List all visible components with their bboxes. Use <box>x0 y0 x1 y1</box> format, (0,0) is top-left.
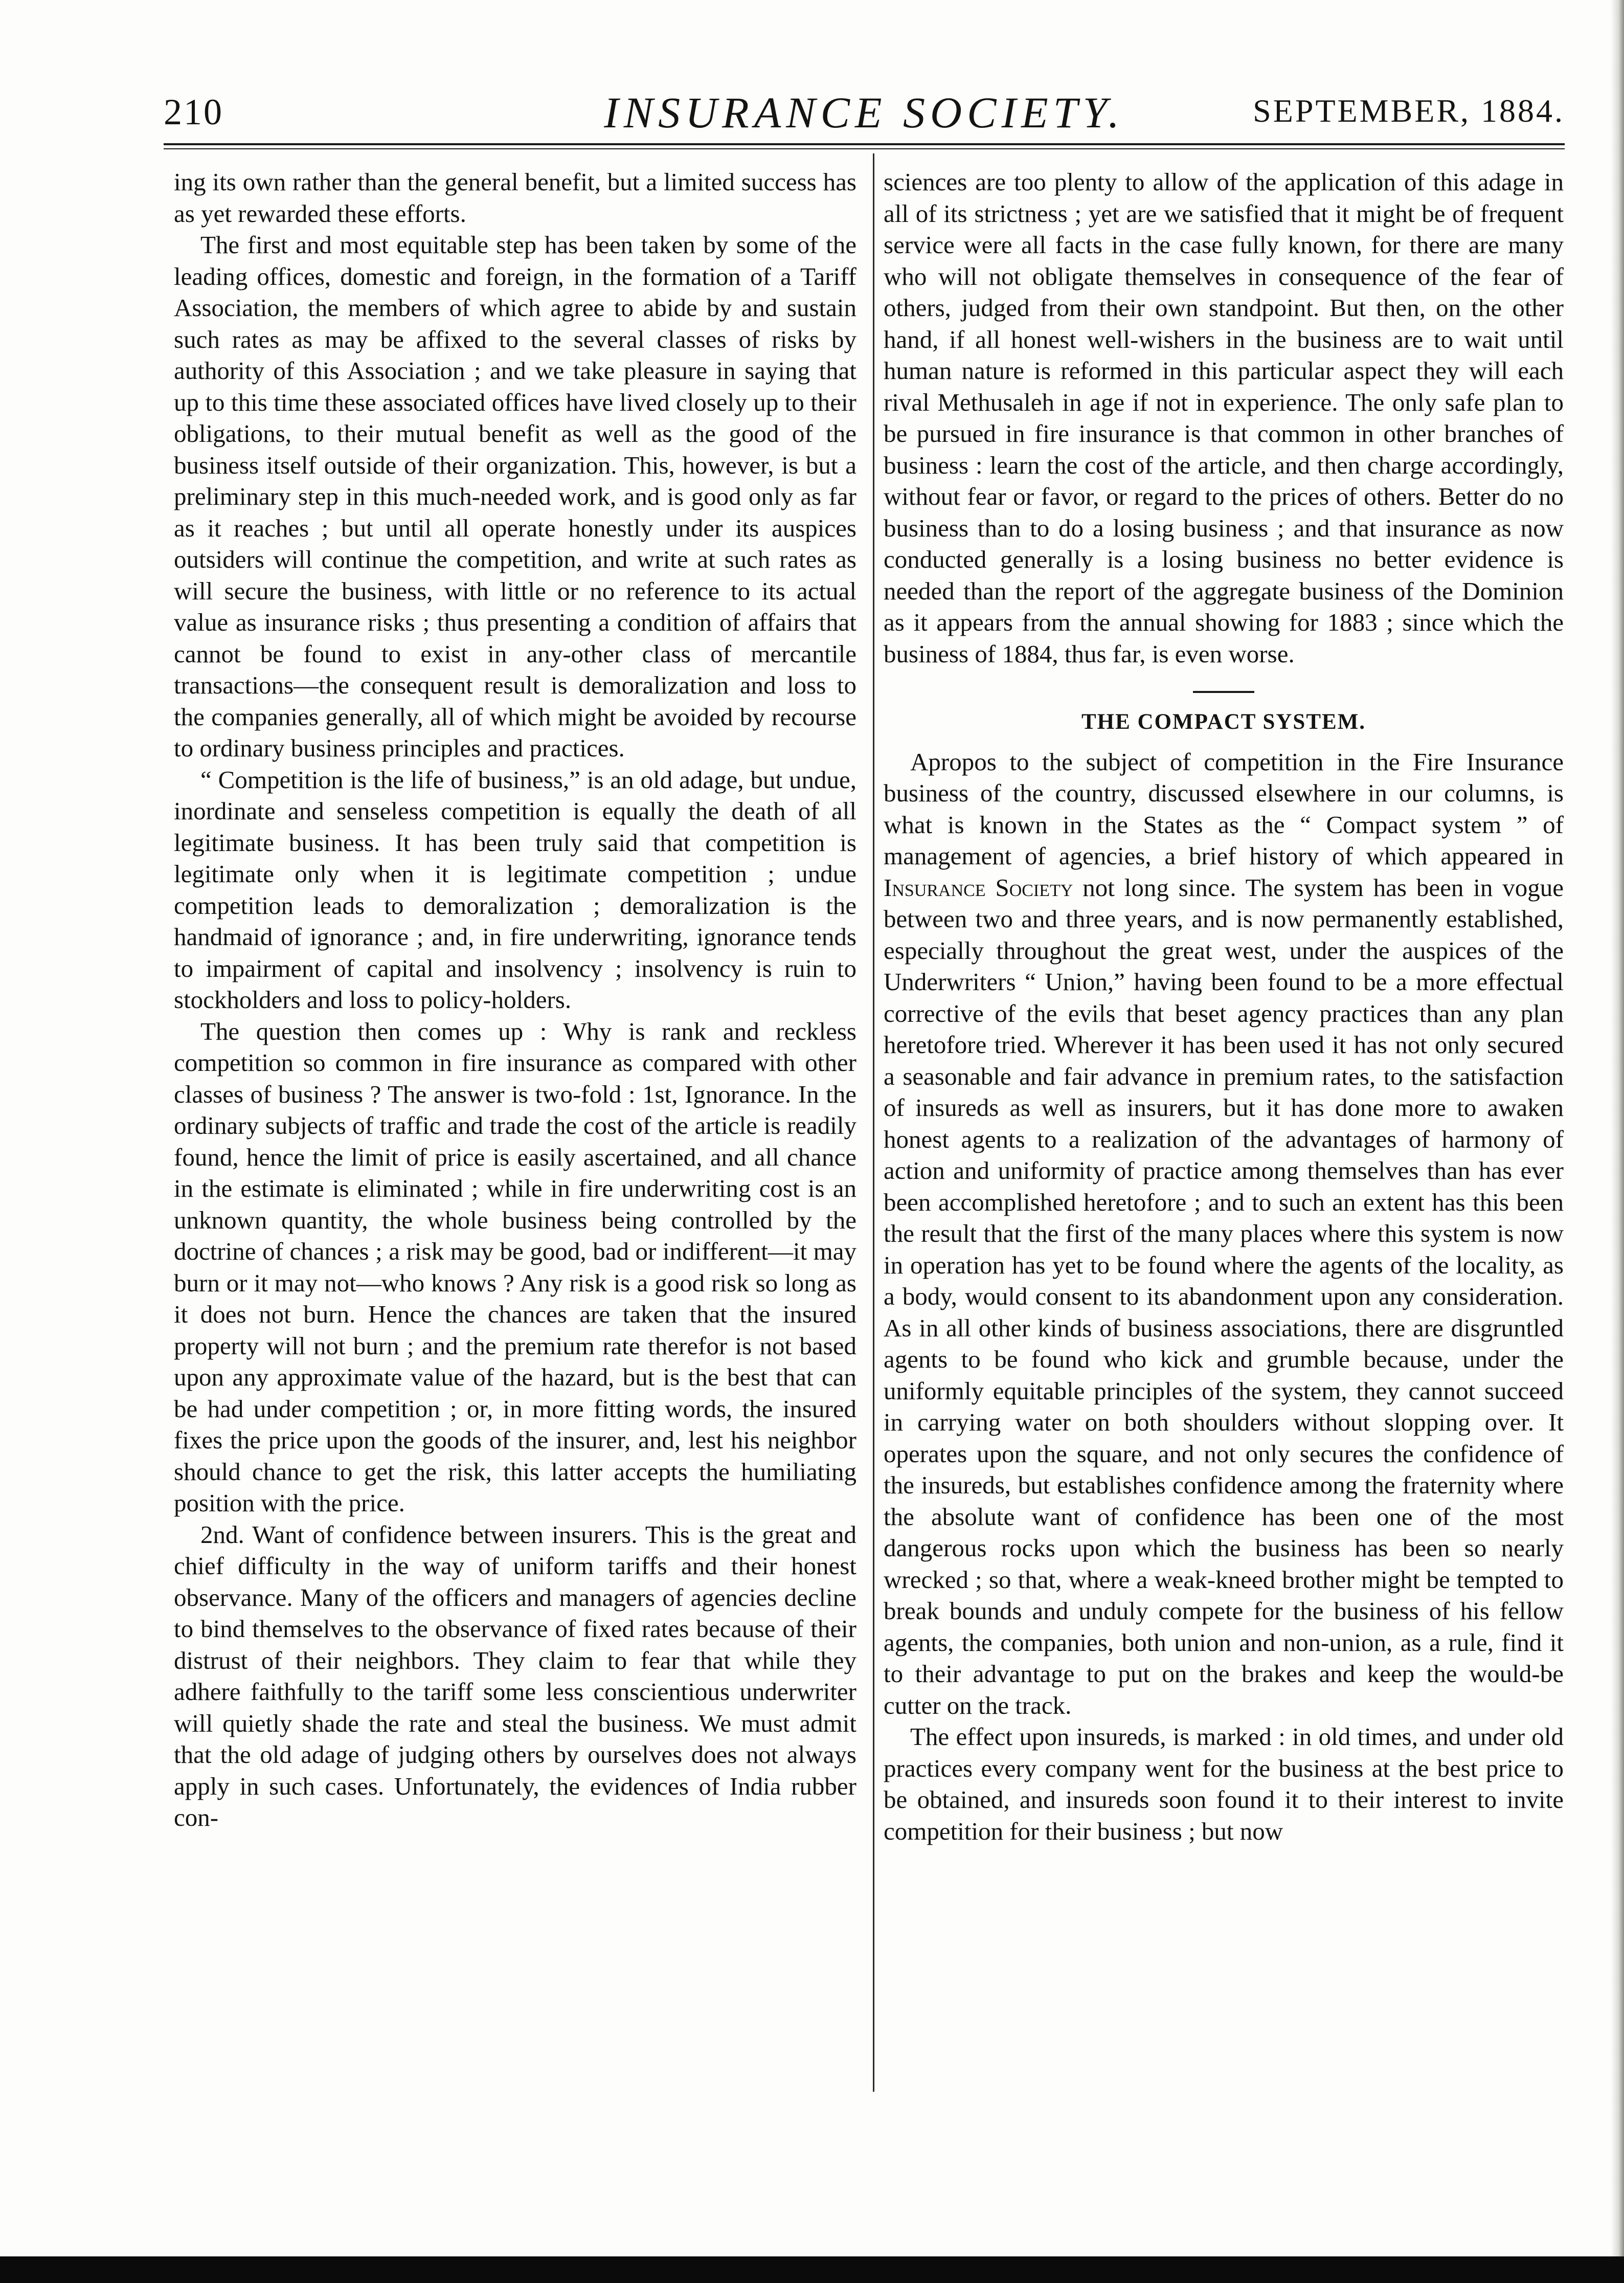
journal-title: INSURANCE SOCIETY. <box>604 88 1124 137</box>
paragraph: The question then comes up : Why is rank and reckless competition so common in fire insurance as compared with other classes of business ? The answer is two-fold : 1st, Ignorance. In the ordinary subjects of traffic and trade the cost of the article is readily found, hence the limit of price is easily ascertained, and all chance in the estimate is eliminated ; while in fire underwriting cost is an unknown quantity, the whole business being controlled by the doctrine of chances ; a risk may be good, bad or indifferent—it may burn or it may not—who knows ? Any risk is a good risk so long as it does not burn. Hence the chances are taken that the insured property will not burn ; and the premium rate therefor is not based upon any approximate value of the hazard, but is the best that can be had under competition ; or, in more fitting words, the insured fixes the price upon the goods of the insurer, and, lest his neighbor should chance to get the risk, this latter accepts the humiliating position with the price. <box>174 1017 856 1517</box>
binding-edge <box>1611 0 1624 2283</box>
right-column <box>884 166 1564 1847</box>
paragraph: “ Competition is the life of business,” is an old adage, but undue, inordinate and senseless competition is equally the death of all legitimate business. It has been truly said that competition is legitimate only when it is legitimate competition ; undue competition leads to demoralization ; demoralization is the handmaid of ignorance ; and, in fire underwriting, ignorance tends to impairment of capital and insolvency ; insolvency is ruin to stockholders and loss to policy-holders. <box>174 765 856 1014</box>
paragraph: The effect upon insureds, is marked : in old times, and under old practices every company went for the business at the best price to be obtained, and insureds soon found it to their interest to invite competition for their business ; but now <box>884 1722 1564 1845</box>
paragraph-text: not long since. The system has been in vogue between two and three years, and is now permanently established, especially throughout the great west, under the auspices of the Underwriters “ Union,” having been found to be a more effectual corrective of the evils that beset agency practices than any plan heretofore tried. Wherever it has been used it has not only secured a seasonable and fair advance in premium rates, to the satisfaction of insureds as well as insurers, but it has done more to awaken honest agents to a realization of the advantages of harmony of action and uniformity of practice among themselves than has ever been accomplished heretofore ; and to such an extent has this been the result that the first of the many places where this system is now in operation has yet to be found where the agents of the locality, as a body, would consent to its abandonment upon any consideration. As in all other kinds of business associations, there are disgruntled agents to be found who kick and grumble because, under the uniformly equitable principles of the system, they cannot succeed in carrying water on both shoulders without slopping over. It operates upon the square, and not only secures the confidence of the insureds, but establishes confidence among the fraternity where the absolute want of confidence has been one of the most dangerous rocks upon which the business has been so nearly wrecked ; so that, where a weak-kneed brother might be tempted to break bounds and unduly compete for the business of his fellow agents, the companies, both union and non-union, as a rule, find it to their advantage to put on the brakes and keep the would-be cutter on the track. <box>884 873 1564 1719</box>
paragraph <box>884 746 1564 1721</box>
paragraph: 2nd. Want of confidence between insurers. This is the great and chief difficulty in the way of uniform tariffs and their honest observance. Many of the officers and managers of agencies decline to bind themselves to the observance of fixed rates because of their distrust of their neighbors. They claim to fear that while they adhere faithfully to the tariff some less conscientious underwriter will quietly shade the rate and steal the business. We must admit that the old adage of judging others by ourselves does not always apply in such cases. Unfortunately, the evidences of India rubber con- <box>174 1520 856 1831</box>
issue-date: SEPTEMBER, 1884. <box>1253 93 1565 129</box>
running-header <box>164 87 1565 143</box>
journal-name: Insurance Society <box>884 873 1073 902</box>
paragraph: The first and most equitable step has been taken by some of the leading offices, domestic and foreign, in the formation of a Tariff Association, the members of which agree to abide by and sustain such rates as may be affixed to the several classes of risks by authority of this Association ; and we take pleasure in saying that up to this time these associated offices have lived closely up to their obligations, to their mutual benefit as well as the good of the business itself outside of their organization. This, however, is but a preliminary step in this much-needed work, and is good only as far as it reaches ; but until all operate honestly under its auspices outsiders will continue the competition, and write at such rates as will secure the business, with little or no reference to its actual value as insurance risks ; thus presenting a condition of affairs that cannot be found to exist in any-other class of mercantile transactions—the consequent result is demoralization and loss to the companies generally, all of which might be avoided by recourse to ordinary business principles and practices. <box>174 231 856 762</box>
section-heading: THE COMPACT SYSTEM. <box>1081 710 1366 734</box>
paragraph-text: Apropos to the subject of competition in the Fire Insurance business of the country, discussed elsewhere in our columns, is what is known in the States as the “ Compact system ” of management of agencies, a brief history of which appeared in <box>884 747 1564 870</box>
paragraph: ing its own rather than the general benefit, but a limited success has as yet rewarded these efforts. <box>174 168 856 228</box>
section-divider <box>1193 691 1254 693</box>
header-rule <box>164 143 1565 149</box>
scan-border <box>0 2256 1624 2283</box>
column-divider <box>873 153 874 2092</box>
left-column <box>174 166 856 1833</box>
page-number: 210 <box>164 92 223 132</box>
paragraph: sciences are too plenty to allow of the application of this adage in all of its strictness ; yet are we satisfied that it might be of frequent service were all facts in the case fully known, for there are many who will not obligate themselves in consequence of the fear of others, judged from their own standpoint. But then, on the other hand, if all honest well-wishers in the business are to wait until human nature is reformed in this particular aspect they will each rival Methusaleh in age if not in experience. The only safe plan to be pursued in fire insurance is that common in other branches of business : learn the cost of the article, and then charge accordingly, without fear or favor, or regard to the prices of others. Better do no business than to do a losing business ; and that insurance as now conducted generally is a losing business no better evidence is needed than the report of the aggregate business of the Dominion as it appears from the annual showing for 1883 ; since which the business of 1884, thus far, is even worse. <box>884 168 1564 668</box>
